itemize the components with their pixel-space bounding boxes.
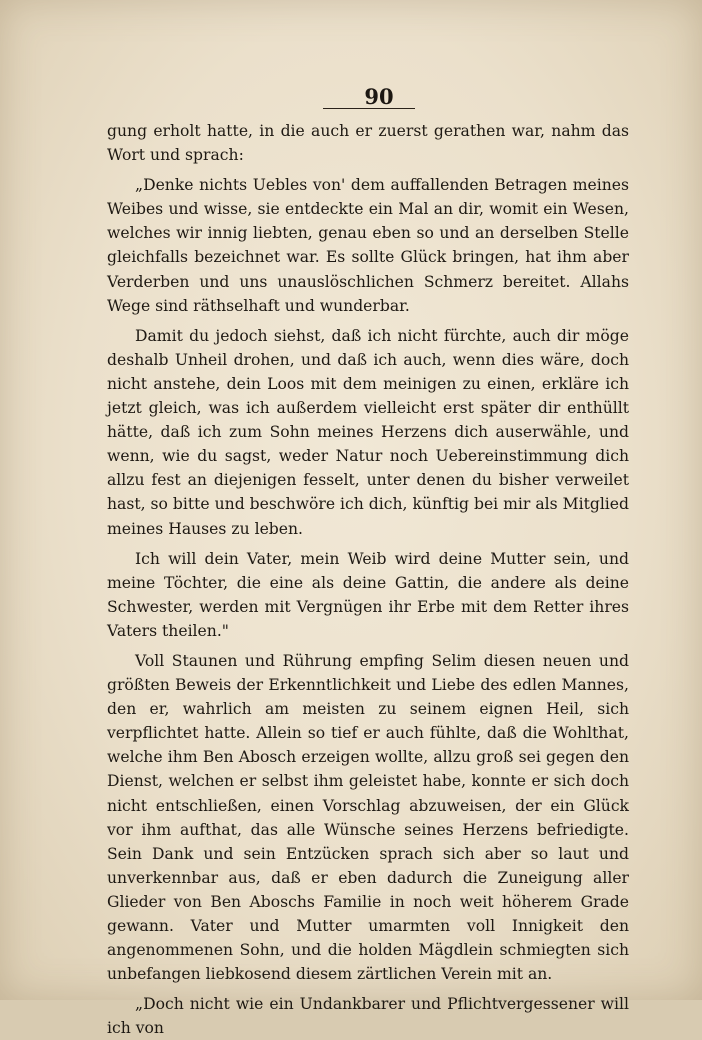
paragraph-continuation: gung erholt hatte, in die auch er zuerst gerathen war, nahm das Wort und sprach:: [107, 122, 629, 165]
paragraph: Voll Staunen und Rührung empfing Selim diesen neuen und größten Beweis der Erkenntlichkeit und Liebe des edlen Mannes, den er, wahrlich am meisten zu seinem eignen Heil, sich verpflichtet hatte. Allein so tief er auch fühlte, daß die Wohlthat, welche ihm Ben Abosch erzeigen wollte, allzu groß sei gegen den Dienst, welchen er selbst ihm geleistet habe, konnte er sich doch nicht entschließen, einen Vorschlag abzuweisen, der ein Glück vor ihm aufthat, das alle Wünsche seines Herzens befriedigte. Sein Dank und sein Entzücken sprach sich aber so laut und unverkennbar aus, daß er eben dadurch die Zuneigung aller Glieder von Ben Aboschs Familie in noch weit höherem Grade gewann. Vater und Mutter umarmten voll Innigkeit den angenommenen Sohn, und die holden Mägdlein schmiegten sich unbefangen liebkosend diesem zärtlichen Verein mit an.: [107, 651, 629, 984]
body-text: [107, 119, 629, 1040]
paragraph: „Doch nicht wie ein Undankbarer und Pflichtvergessener will ich von: [107, 995, 629, 1038]
header-rule: [323, 108, 415, 109]
page-number: 90: [364, 84, 394, 109]
paragraph: „Denke nichts Uebles von' dem auffallenden Betragen meines Weibes und wisse, sie entdeckte ein Mal an dir, womit ein Wesen, welches wir innig liebten, genau eben so und an derselben Stelle gleichfalls bezeichnet war. Es sollte Glück bringen, hat ihm aber Verderben und uns unauslöschlichen Schmerz bereitet. Allahs Wege sind räthselhaft und wunderbar.: [107, 176, 629, 315]
paragraph: Ich will dein Vater, mein Weib wird deine Mutter sein, und meine Töchter, die eine als deine Gattin, die andere als deine Schwester, werden mit Vergnügen ihr Erbe mit dem Retter ihres Vaters theilen.": [107, 549, 629, 640]
paragraph: Damit du jedoch siehst, daß ich nicht fürchte, auch dir möge deshalb Unheil drohen, und daß ich auch, wenn dies wäre, doch nicht anstehe, dein Loos mit dem meinigen zu einen, erkläre ich jetzt gleich, was ich außerdem vielleicht erst später dir enthüllt hätte, daß ich zum Sohn meines Herzens dich auserwähle, und wenn, wie du sagst, weder Natur noch Uebereinstimmung dich allzu fest an diejenigen fesselt, unter denen du bisher verweilet hast, so bitte und beschwöre ich dich, künftig bei mir als Mitglied meines Hauses zu leben.: [107, 326, 629, 538]
